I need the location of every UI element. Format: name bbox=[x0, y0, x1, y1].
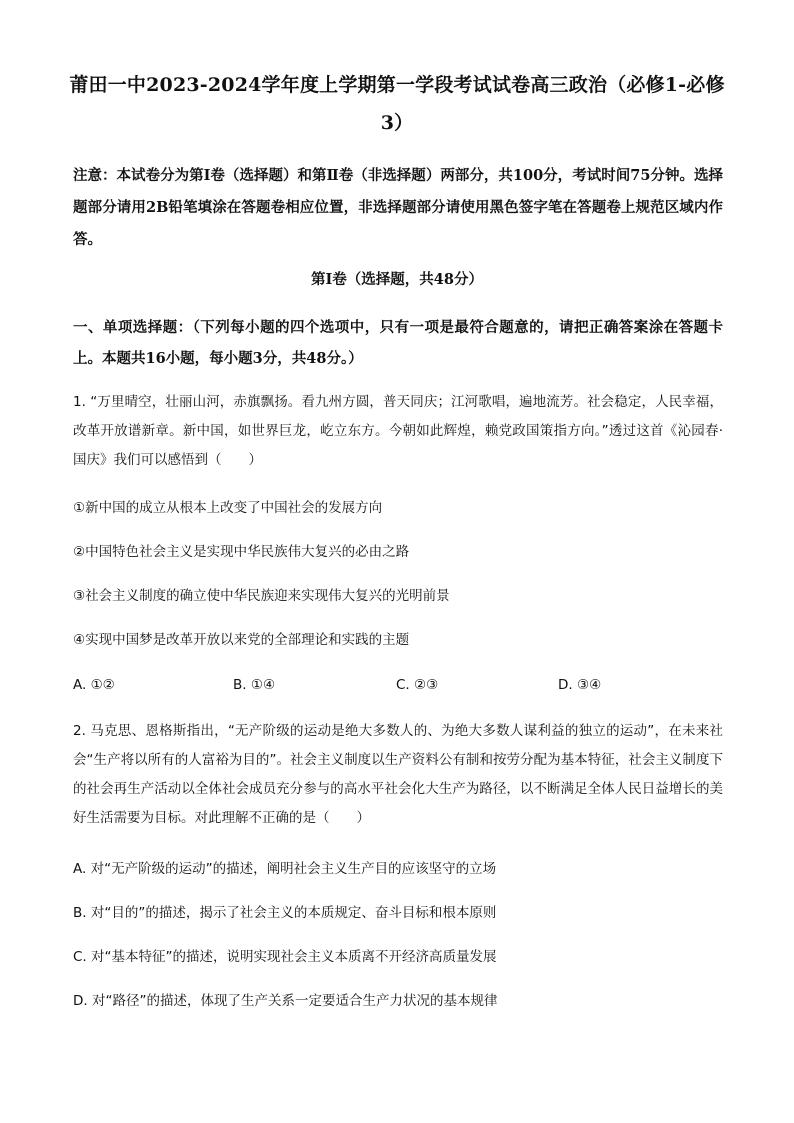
question-2-choice-c[interactable]: C. 对“基本特征”的描述，说明实现社会主义本质离不开经济高质量发展 bbox=[73, 949, 497, 965]
question-1-choice-a[interactable]: A. ①② bbox=[73, 677, 115, 693]
exam-notice: 注意：本试卷分为第Ⅰ卷（选择题）和第Ⅱ卷（非选择题）两部分，共100分，考试时间75分钟。选择题部分请用2B铅笔填涂在答题卷相应位置，非选择题部分请使用黑色签字笔在答题卷上规范区域内作答。 bbox=[73, 167, 723, 248]
question-1-statement-4: ④实现中国梦是改革开放以来党的全部理论和实践的主题 bbox=[73, 632, 410, 648]
part-one-heading: 第Ⅰ卷（选择题，共48分） bbox=[311, 271, 483, 288]
section-heading: 一、单项选择题：（下列每小题的四个选项中，只有一项是最符合题意的，请把正确答案涂在答题卡上。本题共16小题，每小题3分，共48分。） bbox=[73, 319, 723, 367]
question-1-stem: 1. “万里晴空，壮丽山河，赤旗飘扬。看九州方圆，普天同庆；江河歌唱，遍地流芳。社会稳定，人民幸福，改革开放谱新章。新中国，如世界巨龙，屹立东方。今朝如此辉煌，赖党政国策指方向。”透过这首《沁园春·国庆》我们可以感悟到（ ） bbox=[73, 394, 723, 468]
question-1-statement-1: ①新中国的成立从根本上改变了中国社会的发展方向 bbox=[73, 500, 383, 516]
question-1-statement-2: ②中国特色社会主义是实现中华民族伟大复兴的必由之路 bbox=[73, 544, 410, 560]
question-1-choices bbox=[73, 673, 723, 697]
question-1-statement-3: ③社会主义制度的确立使中华民族迎来实现伟大复兴的光明前景 bbox=[73, 588, 450, 604]
question-2-choice-d[interactable]: D. 对“路径”的描述，体现了生产关系一定要适合生产力状况的基本规律 bbox=[73, 993, 498, 1009]
question-2-stem: 2. 马克思、恩格斯指出，“无产阶级的运动是绝大多数人的、为绝大多数人谋利益的独立的运动”，在未来社会“生产将以所有的人富裕为目的”。社会主义制度以生产资料公有制和按劳分配为基本特征，社会主义制度下的社会再生产活动以全体社会成员充分参与的高水平社会化大生产为路径，以不断满足全体人民日益增长的美好生活需要为目标。对此理解不正确的是（ ） bbox=[73, 723, 723, 826]
question-1-choice-c[interactable]: C. ②③ bbox=[396, 677, 439, 693]
question-2-choice-a[interactable]: A. 对“无产阶级的运动”的描述，阐明社会主义生产目的应该坚守的立场 bbox=[73, 861, 497, 877]
question-1-choice-b[interactable]: B. ①④ bbox=[233, 677, 276, 693]
question-2-choice-b[interactable]: B. 对“目的”的描述，揭示了社会主义的本质规定、奋斗目标和根本原则 bbox=[73, 905, 497, 921]
exam-title: 莆田一中2023-2024学年度上学期第一学段考试试卷高三政治（必修1-必修3） bbox=[69, 74, 725, 134]
question-1-choice-d[interactable]: D. ③④ bbox=[558, 677, 602, 693]
